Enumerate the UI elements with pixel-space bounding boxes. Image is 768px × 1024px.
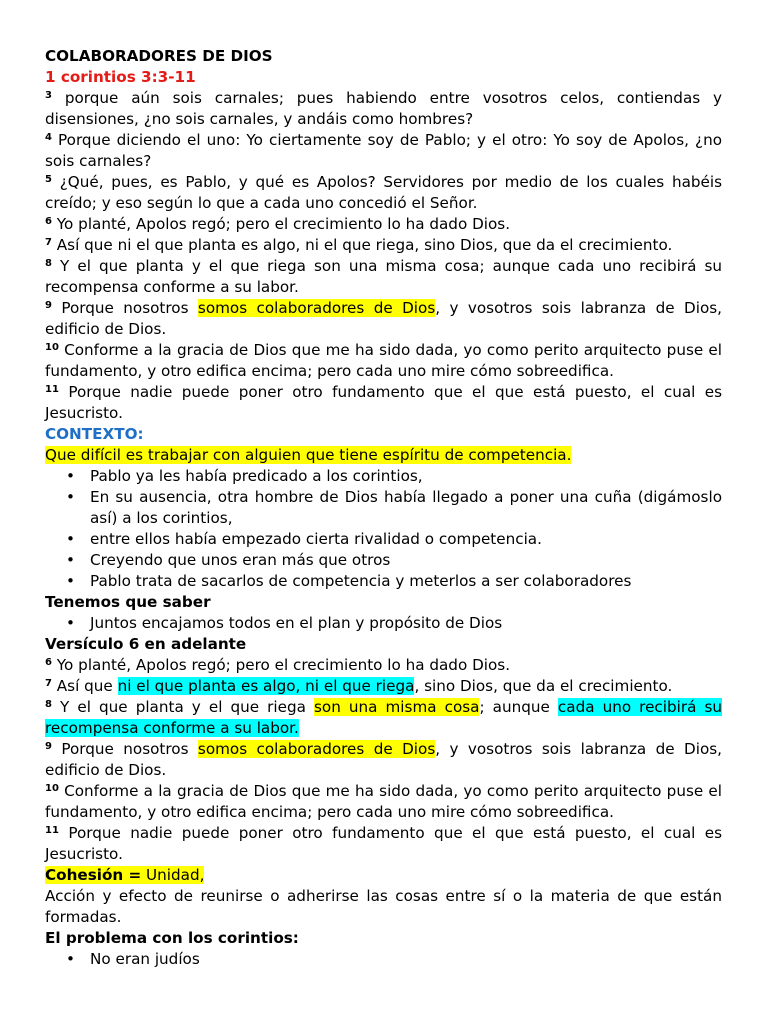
scripture-reference: 1 corintios 3:3-11 <box>45 68 196 86</box>
verse-10-repeat: $^{10}$ Conforme a la gracia de Dios que me ha sido dada, yo como perito arquitecto puse el fundamento, y otro edifica encima; pero cada uno mire cómo sobreedifica. <box>45 782 722 821</box>
list-item: • entre ellos había empezado cierta rivalidad o competencia. <box>90 529 722 550</box>
highlight-colaboradores: somos colaboradores de Dios <box>197 299 436 317</box>
cohesion-line <box>45 865 722 886</box>
problema-list <box>45 949 722 970</box>
list-item: • No eran judíos <box>90 949 722 970</box>
highlight-planta-riega: ni el que planta es algo, ni el que riega <box>117 677 415 695</box>
problema-heading: El problema con los corintios: <box>45 929 299 947</box>
highlight-recompensa: cada uno recibirá su recompensa conforme a su labor. <box>45 698 723 737</box>
list-item: • En su ausencia, otra hombre de Dios había llegado a poner una cuña (digámoslo así) a los corintios, <box>90 487 722 529</box>
versiculo-heading: Versículo 6 en adelante <box>45 635 247 653</box>
tenemos-heading: Tenemos que saber <box>45 593 211 611</box>
verse-11: $^{11}$ Porque nadie puede poner otro fundamento que el que está puesto, el cual es Jesucristo. <box>45 383 723 422</box>
contexto-highlight: Que difícil es trabajar con alguien que tiene espíritu de competencia. <box>45 446 572 464</box>
verse-7: $^7$ Así que ni el que planta es algo, ni el que riega, sino Dios, que da el crecimiento. <box>45 236 673 254</box>
document-body <box>45 46 722 970</box>
tenemos-list <box>45 613 722 634</box>
verse-9: $^9$ Porque nosotros somos colaboradores de Dios, y vosotros sois labranza de Dios, edificio de Dios. <box>45 299 722 338</box>
verse-7-repeat: $^7$ Así que ni el que planta es algo, ni el que riega, sino Dios, que da el crecimiento. <box>45 677 673 695</box>
verse-8: $^8$ Y el que planta y el que riega son una misma cosa; aunque cada uno recibirá su recompensa conforme a su labor. <box>45 257 723 296</box>
cohesion-term: Cohesión = <box>45 866 142 884</box>
list-item: • Creyendo que unos eran más que otros <box>90 550 722 571</box>
verse-8-repeat: $^8$ Y el que planta y el que riega son una misma cosa; aunque cada uno recibirá su recompensa conforme a su labor. <box>45 698 723 737</box>
verse-3: $^3$ porque aún sois carnales; pues habiendo entre vosotros celos, contiendas y disensiones, ¿no sois carnales, y andáis como hombres? <box>45 89 723 128</box>
contexto-heading: CONTEXTO: <box>45 425 144 443</box>
list-item: • Pablo trata de sacarlos de competencia y meterlos a ser colaboradores <box>90 571 722 592</box>
verse-5: $^5$ ¿Qué, pues, es Pablo, y qué es Apolos? Servidores por medio de los cuales habéis creído; y eso según lo que a cada uno concedió el Señor. <box>45 173 722 212</box>
document-title: COLABORADORES DE DIOS <box>45 47 273 65</box>
verse-11-repeat: $^{11}$ Porque nadie puede poner otro fundamento que el que está puesto, el cual es Jesucristo. <box>45 824 723 863</box>
verse-6-repeat: $^6$ Yo planté, Apolos regó; pero el crecimiento lo ha dado Dios. <box>45 656 511 674</box>
verse-4: $^4$ Porque diciendo el uno: Yo ciertamente soy de Pablo; y el otro: Yo soy de Apolos, ¿no sois carnales? <box>45 131 722 170</box>
cohesion-definition: Acción y efecto de reunirse o adherirse las cosas entre sí o la materia de que están formadas. <box>45 887 722 926</box>
highlight-colaboradores-repeat: somos colaboradores de Dios <box>197 740 436 758</box>
highlight-misma-cosa: son una misma cosa <box>314 698 480 716</box>
contexto-list <box>45 466 722 592</box>
cohesion-value: Unidad, <box>141 866 205 884</box>
list-item: • Pablo ya les había predicado a los corintios, <box>90 466 722 487</box>
verse-6: $^6$ Yo planté, Apolos regó; pero el crecimiento lo ha dado Dios. <box>45 215 511 233</box>
list-item: • Juntos encajamos todos en el plan y propósito de Dios <box>90 613 722 634</box>
verse-10: $^{10}$ Conforme a la gracia de Dios que me ha sido dada, yo como perito arquitecto puse el fundamento, y otro edifica encima; pero cada uno mire cómo sobreedifica. <box>45 341 722 380</box>
verse-9-repeat: $^9$ Porque nosotros somos colaboradores de Dios, y vosotros sois labranza de Dios, edificio de Dios. <box>45 740 722 779</box>
